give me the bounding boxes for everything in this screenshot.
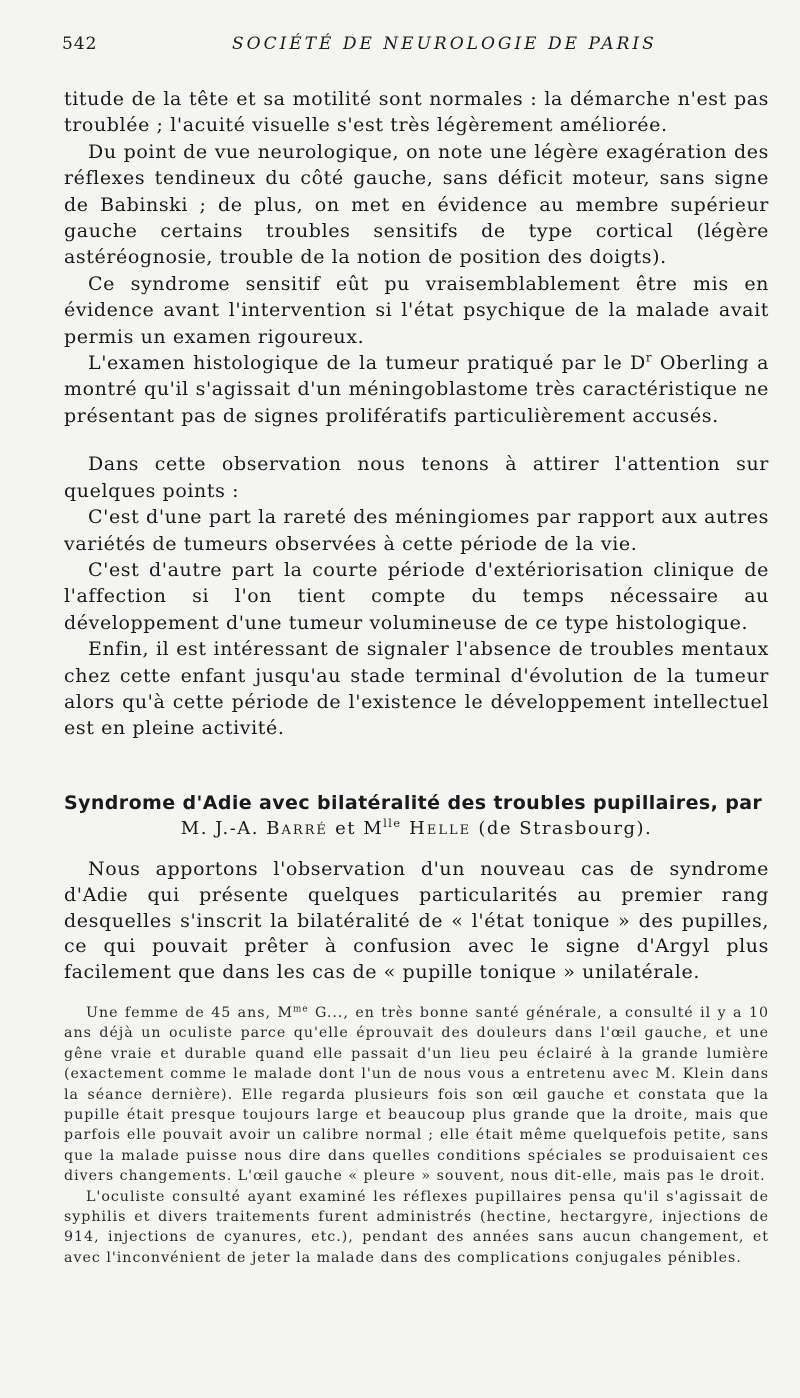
madame-sup: me [293, 1004, 309, 1015]
paragraph-8: Enfin, il est intéressant de signaler l'absence de troubles mentaux chez cette enfant jusqu'au stade terminal d'évolution de la tumeur alors qu'à cette période de l'existence le développement intellectuel est en pleine activité. [64, 638, 769, 740]
mademoiselle-sup: lle [383, 817, 402, 830]
page-header [62, 34, 762, 60]
case-report [64, 1003, 769, 1268]
authors-mid: et M [327, 818, 384, 839]
section-title: Syndrome d'Adie avec bilatéralité des troubles pupillaires, par [64, 792, 763, 814]
case-paragraph-1-end: G..., en très bonne santé générale, a consulté il y a 10 ans déjà un oculiste parce qu'elle éprouvait des douleurs dans l'œil gauche, et une gêne vraie et durable quand elle passait d'un lieu peu éclairé à la grande lumière (exactement comme le malade dont l'un de nous vous a entretenu avec M. Klein dans la séance dernière). Elle regarda plusieurs fois son œil gauche et constata que la pupille était presque toujours large et beaucoup plus grande que la droite, mais que parfois elle pouvait avoir un calibre normal ; elle était même quelquefois petite, sans que la malade puisse nous dire dans quelles conditions spéciales se produisaient ces divers changements. L'œil gauche « pleure » souvent, nous dit-elle, mais pas le droit. [64, 1005, 769, 1185]
authors-suffix: (de Strasbourg). [471, 818, 653, 839]
paragraph-1: titude de la tête et sa motilité sont normales : la démarche n'est pas troublée ; l'acuité visuelle s'est très légèrement améliorée. [64, 88, 769, 137]
author-helle: Helle [401, 818, 472, 839]
case-paragraph-2: L'oculiste consulté ayant examiné les réflexes pupillaires pensa qu'il s'agissait de syphilis et divers traitements furent administrés (hectine, hectargyre, injections de 914, injections de cyanures, etc.), pendant des années sans aucun changement, et avec l'inconvénient de jeter la malade dans des complications conjugales pénibles. [64, 1188, 769, 1266]
paragraph-5: Dans cette observation nous tenons à attirer l'attention sur quelques points : [64, 453, 769, 502]
paragraph-4-start: L'examen histologique de la tumeur pratiqué par le D [88, 352, 646, 375]
case-paragraph-1-start: Une femme de 45 ans, M [86, 1005, 294, 1021]
paragraph-7: C'est d'autre part la courte période d'extériorisation clinique de l'affection si l'on tient compte du temps nécessaire au développement d'une tumeur volumineuse de ce type histologique. [64, 558, 769, 634]
paragraph-4-end: Oberling a montré qu'il s'agissait d'un méningoblastome très caractéristique ne présentant pas de signes prolifératifs particulièrement accusés. [64, 352, 769, 427]
authors-prefix: M. J.-A. [180, 818, 267, 839]
paragraph-3: Ce syndrome sensitif eût pu vraisemblablement être mis en évidence avant l'intervention si l'état psychique de la malade avait permis un examen rigoureux. [64, 272, 769, 348]
author-barre: Barré [266, 818, 328, 839]
page-number: 542 [62, 34, 98, 54]
running-title: SOCIÉTÉ DE NEUROLOGIE DE PARIS [232, 34, 657, 54]
paragraph-gap [64, 429, 769, 451]
paragraph-4 [64, 350, 769, 429]
case-paragraph-1 [64, 1003, 769, 1187]
main-text [64, 86, 769, 742]
section-authors [64, 817, 769, 841]
abstract-paragraph: Nous apportons l'observation d'un nouveau cas de syndrome d'Adie qui présente quelques particularités au premier rang desquelles s'inscrit la bilatéralité de « l'état tonique » des pupilles, ce qui pouvait prêter à confusion avec le signe d'Argyl plus facilement que dans les cas de « pupille tonique » unilatérale. [64, 858, 769, 984]
doctor-abbrev-sup: r [645, 350, 653, 365]
abstract-text [64, 857, 769, 986]
paragraph-6: C'est d'une part la rareté des méningiomes par rapport aux autres variétés de tumeurs observées à cette période de la vie. [64, 506, 769, 555]
paragraph-2: Du point de vue neurologique, on note une légère exagération des réflexes tendineux du côté gauche, sans déficit moteur, sans signe de Babinski ; de plus, on met en évidence au membre supérieur gauche certains troubles sensitifs de type cortical (légère astéréognosie, trouble de la notion de position des doigts). [64, 140, 769, 269]
